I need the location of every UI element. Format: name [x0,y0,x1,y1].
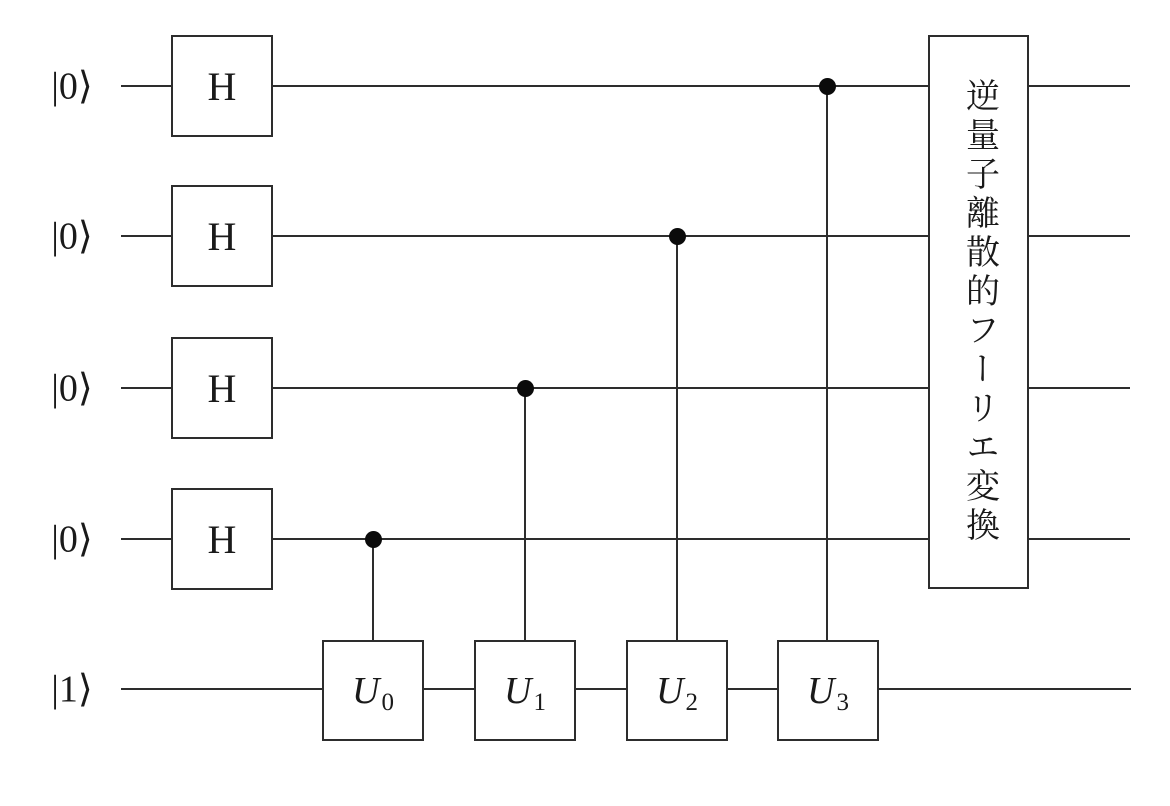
qubit-label-q3: |0⟩ [51,518,93,561]
iqft-label: 逆量子離散的フーリエ変換 [960,78,998,546]
control-line-u3 [826,86,828,642]
control-line-u1 [524,388,526,642]
qubit-label-q4: |1⟩ [51,668,93,711]
u1-gate [474,640,576,741]
control-dot-u0 [365,531,382,548]
u2-base-label: U [656,669,684,712]
u3-base-label: U [807,669,835,712]
hadamard-label: H [207,63,237,109]
hadamard-gate-q0 [171,35,273,137]
hadamard-gate-q2 [171,337,273,439]
u0-gate [322,640,424,741]
control-dot-u2 [669,228,686,245]
hadamard-gate-q1 [171,185,273,287]
u1-subscript: 1 [533,689,546,716]
u2-subscript: 2 [685,689,698,716]
hadamard-label: H [207,213,237,259]
u3-subscript: 3 [836,689,849,716]
u2-gate [626,640,728,741]
control-line-u0 [372,539,374,642]
iqft-gate-box [928,35,1029,589]
hadamard-label: H [207,365,237,411]
u0-base-label: U [352,669,380,712]
u3-gate [777,640,879,741]
control-line-u2 [676,236,678,642]
hadamard-gate-q3 [171,488,273,590]
qubit-label-q2: |0⟩ [51,367,93,410]
qubit-label-q1: |0⟩ [51,215,93,258]
hadamard-label: H [207,516,237,562]
u0-subscript: 0 [381,689,394,716]
qubit-label-q0: |0⟩ [51,65,93,108]
control-dot-u1 [517,380,534,397]
u1-base-label: U [504,669,532,712]
control-dot-u3 [819,78,836,95]
